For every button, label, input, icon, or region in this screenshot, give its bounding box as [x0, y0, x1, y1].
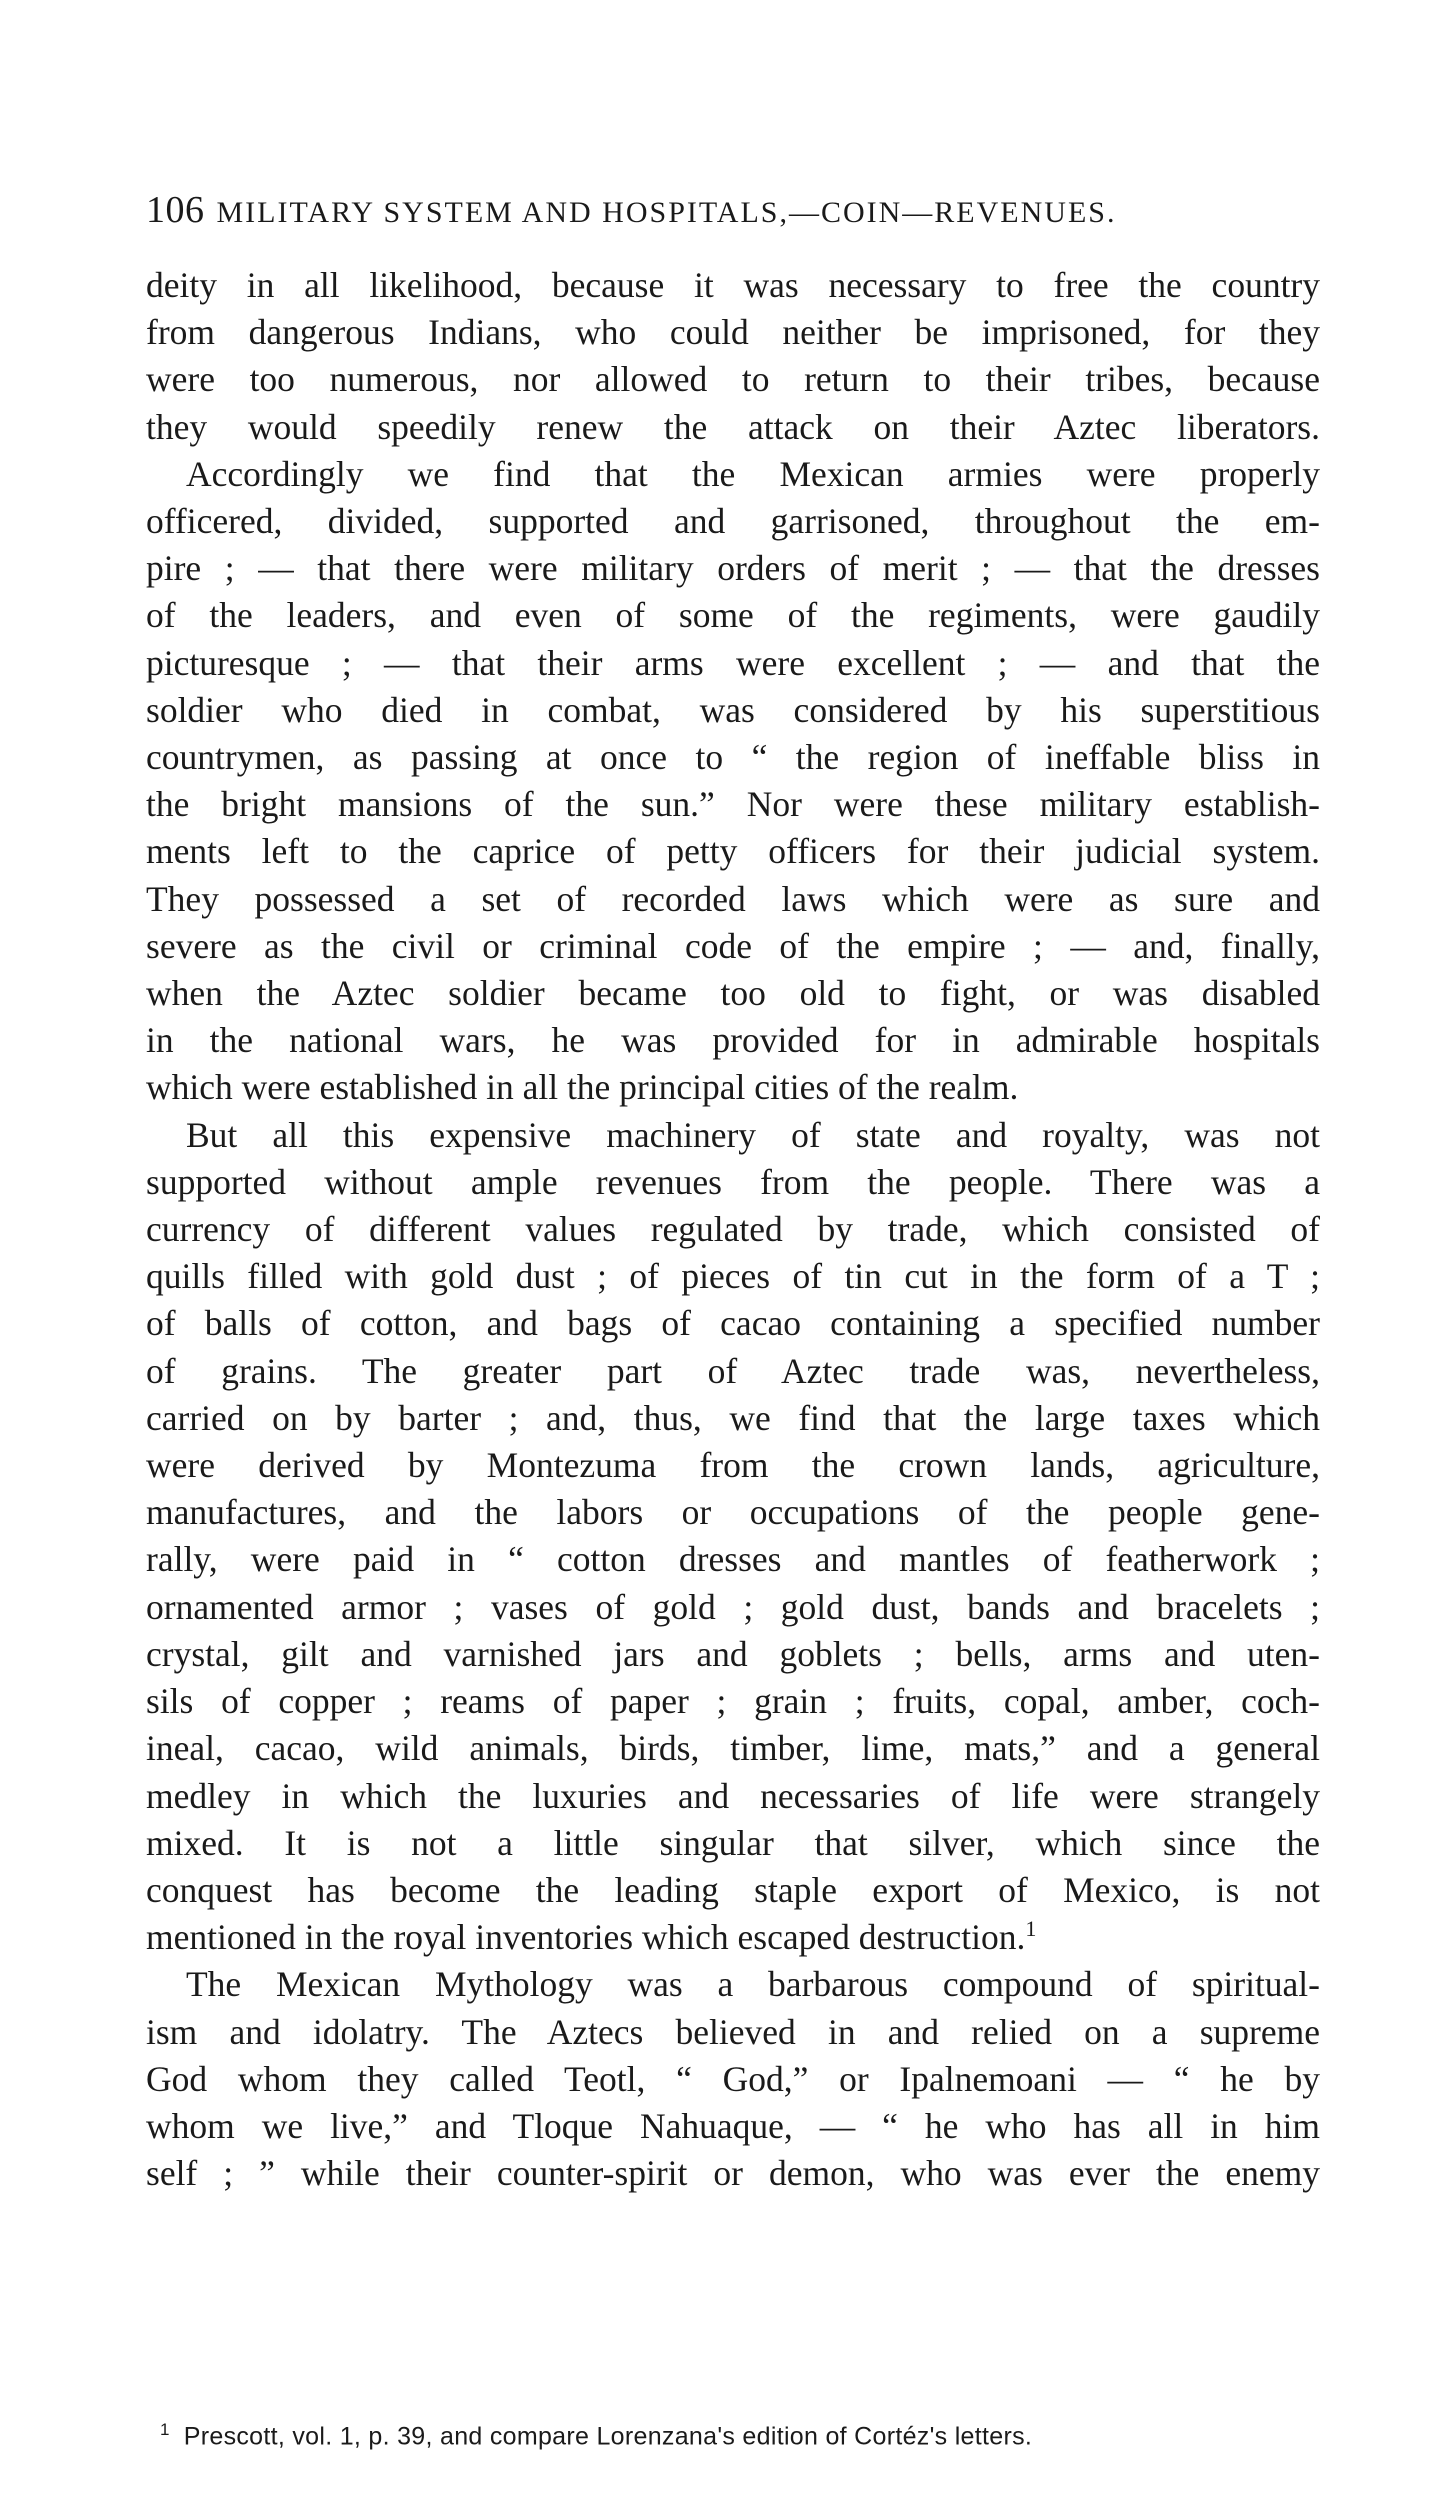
text-line: ineal, cacao, wild animals, birds, timber, lime, mats,” and a general [146, 1728, 1320, 1769]
text-line: countrymen, as passing at once to “ the region of ineffable bliss in [146, 737, 1320, 778]
text-line: of grains. The greater part of Aztec trade was, nevertheless, [146, 1350, 1320, 1391]
text-line: which were established in all the principal cities of the realm. [146, 1067, 1019, 1108]
running-title: MILITARY SYSTEM AND HOSPITALS,—COIN—REVENUES. [216, 196, 1117, 229]
text-line: rally, were paid in “ cotton dresses and mantles of featherwork ; [146, 1539, 1320, 1580]
text-line: manufactures, and the labors or occupations of the people gene- [146, 1492, 1320, 1533]
text-line: ism and idolatry. The Aztecs believed in and relied on a supreme [146, 2011, 1320, 2052]
text-line: from dangerous Indians, who could neither be imprisoned, for they [146, 312, 1320, 353]
text-line: of the leaders, and even of some of the regiments, were gaudily [146, 595, 1320, 636]
text-line: when the Aztec soldier became too old to fight, or was disabled [146, 973, 1320, 1014]
text-line: deity in all likelihood, because it was necessary to free the country [146, 265, 1320, 305]
text-line: conquest has become the leading staple export of Mexico, is not [146, 1869, 1320, 1910]
text-line: God whom they called Teotl, “ God,” or Ipalnemoani — “ he by [146, 2058, 1320, 2099]
running-header [146, 188, 1250, 232]
text-line: were derived by Montezuma from the crown lands, agriculture, [146, 1445, 1320, 1486]
text-line: pire ; — that there were military orders of merit ; — that the dresses [146, 548, 1320, 589]
text-line: sils of copper ; reams of paper ; grain ; fruits, copal, amber, coch- [146, 1681, 1320, 1722]
text-line: of balls of cotton, and bags of cacao containing a specified number [146, 1303, 1320, 1344]
text-line: ments left to the caprice of petty officers for their judicial system. [146, 831, 1320, 872]
text-line: officered, divided, supported and garrisoned, throughout the em- [146, 501, 1320, 542]
text-line: currency of different values regulated by trade, which consisted of [146, 1209, 1320, 1250]
page-number: 106 [146, 189, 205, 231]
footnote-marker: 1 [160, 2420, 170, 2439]
text-line: severe as the civil or criminal code of the empire ; — and, finally, [146, 925, 1320, 966]
text-line: picturesque ; — that their arms were excellent ; — and that the [146, 642, 1320, 683]
text-line: crystal, gilt and varnished jars and goblets ; bells, arms and uten- [146, 1633, 1320, 1674]
text-line: self ; ” while their counter-spirit or demon, who was ever the enemy [146, 2153, 1320, 2194]
footnote [160, 2420, 1280, 2451]
text-line: in the national wars, he was provided for in admirable hospitals [146, 1020, 1320, 1061]
footnote-text: Prescott, vol. 1, p. 39, and compare Lorenzana's edition of Cortéz's letters. [183, 2422, 1033, 2451]
text-line: ornamented armor ; vases of gold ; gold dust, bands and bracelets ; [146, 1586, 1320, 1627]
text-line: quills filled with gold dust ; of pieces of tin cut in the form of a T ; [146, 1256, 1320, 1297]
text-line: whom we live,” and Tloque Nahuaque, — “ he who has all in him [146, 2105, 1320, 2146]
text-line-with-footnote [146, 1914, 1320, 1961]
text-line: Accordingly we find that the Mexican armies were properly [186, 453, 1320, 494]
text-line: They possessed a set of recorded laws which were as sure and [146, 878, 1320, 919]
footnote-reference[interactable]: 1 [1025, 1916, 1037, 1942]
text-line: medley in which the luxuries and necessaries of life were strangely [146, 1775, 1320, 1816]
text-line: soldier who died in combat, was considered by his superstitious [146, 689, 1320, 730]
text-line-content: mentioned in the royal inventories which escaped destruction. [146, 1917, 1026, 1958]
text-line: supported without ample revenues from the people. There was a [146, 1161, 1320, 1202]
text-line: the bright mansions of the sun.” Nor were these military establish- [146, 784, 1320, 825]
text-line: mixed. It is not a little singular that silver, which since the [146, 1822, 1320, 1863]
text-line: But all this expensive machinery of state and royalty, was not [186, 1114, 1320, 1155]
text-line: The Mexican Mythology was a barbarous compound of spiritual- [186, 1964, 1320, 2005]
body-text [146, 262, 1320, 2197]
text-line: carried on by barter ; and, thus, we find that the large taxes which [146, 1397, 1320, 1438]
text-line: they would speedily renew the attack on their Aztec liberators. [146, 406, 1320, 447]
text-line: were too numerous, nor allowed to return to their tribes, because [146, 359, 1320, 400]
